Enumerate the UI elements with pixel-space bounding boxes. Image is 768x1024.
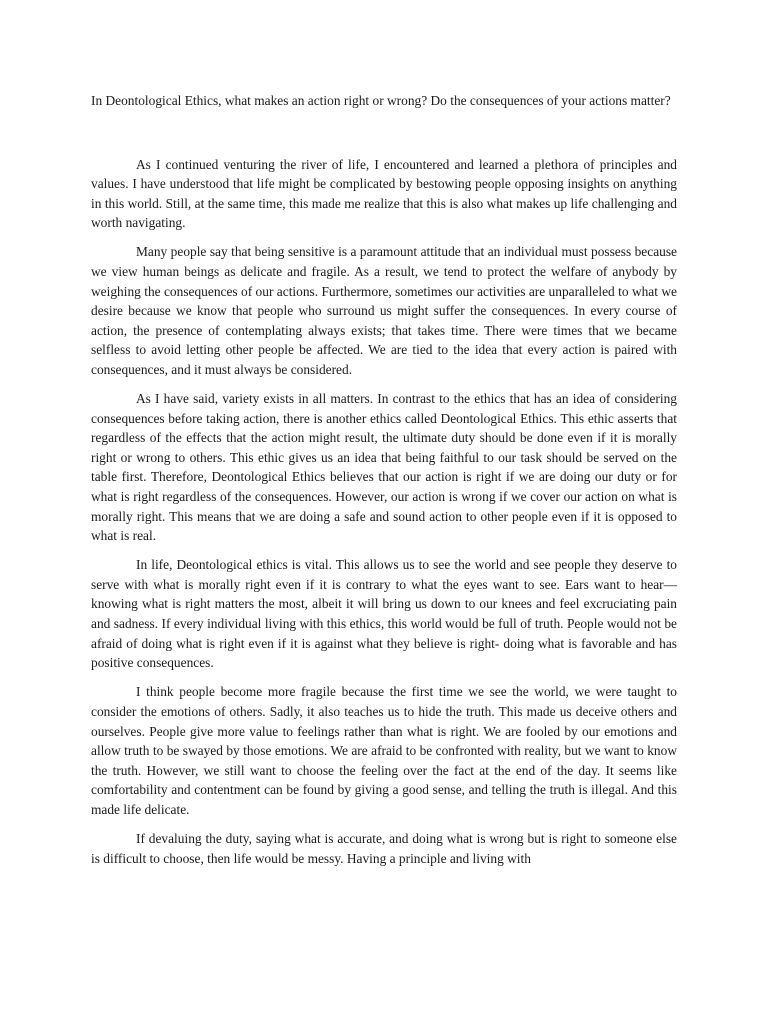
- paragraph-4: In life, Deontological ethics is vital. This allows us to see the world and see people they deserve to serve with what is morally right even if it is contrary to what the eyes want to see. Ears want to hear—knowing what is right matters the most, albeit it will bring us down to our knees and feel excruciating pain and sadness. If every individual living with this ethics, this world would be full of truth. People would not be afraid of doing what is right even if it is against what they believe is right- doing what is favorable and has positive consequences.: [91, 557, 677, 671]
- paragraph-5: I think people become more fragile because the first time we see the world, we were taught to consider the emotions of others. Sadly, it also teaches us to hide the truth. This made us deceive others and ourselves. People give more value to feelings rather than what is right. We are fooled by our emotions and allow truth to be swayed by those emotions. We are afraid to be confronted with reality, but we want to know the truth. However, we still want to choose the feeling over the fact at the end of the day. It seems like comfortability and contentment can be found by giving a good sense, and telling the truth is illegal. And this made life delicate.: [91, 684, 677, 817]
- essay-question: In Deontological Ethics, what makes an action right or wrong? Do the consequences of your actions matter?: [91, 93, 671, 108]
- paragraph-3: As I have said, variety exists in all matters. In contrast to the ethics that has an idea of considering consequences before taking action, there is another ethics called Deontological Ethics. This ethic asserts that regardless of the effects that the action might result, the ultimate duty should be done even if it is morally right or wrong to others. This ethic gives us an idea that being faithful to our task should be served on the table first. Therefore, Deontological Ethics believes that our action is right if we are doing our duty or for what is right regardless of the consequences. However, our action is wrong if we cover our action on what is morally right. This means that we are doing a safe and sound action to other people even if it is opposed to what is real.: [91, 391, 677, 544]
- document-page: [91, 91, 677, 878]
- paragraph-1: As I continued venturing the river of life, I encountered and learned a plethora of principles and values. I have understood that life might be complicated by bestowing people opposing insights on anything in this world. Still, at the same time, this made me realize that this is also what makes up life challenging and worth navigating.: [91, 156, 677, 231]
- paragraph-6: If devaluing the duty, saying what is accurate, and doing what is wrong but is right to someone else is difficult to choose, then life would be messy. Having a principle and living with: [91, 831, 677, 866]
- paragraph-2: Many people say that being sensitive is a paramount attitude that an individual must possess because we view human beings as delicate and fragile. As a result, we tend to protect the welfare of anybody by weighing the consequences of our actions. Furthermore, sometimes our activities are unparalleled to what we desire because we know that people who surround us might suffer the consequences. In every course of action, the presence of contemplating always exists; that takes time. There were times that we became selfless to avoid letting other people be affected. We are tied to the idea that every action is paired with consequences, and it must always be considered.: [91, 244, 677, 377]
